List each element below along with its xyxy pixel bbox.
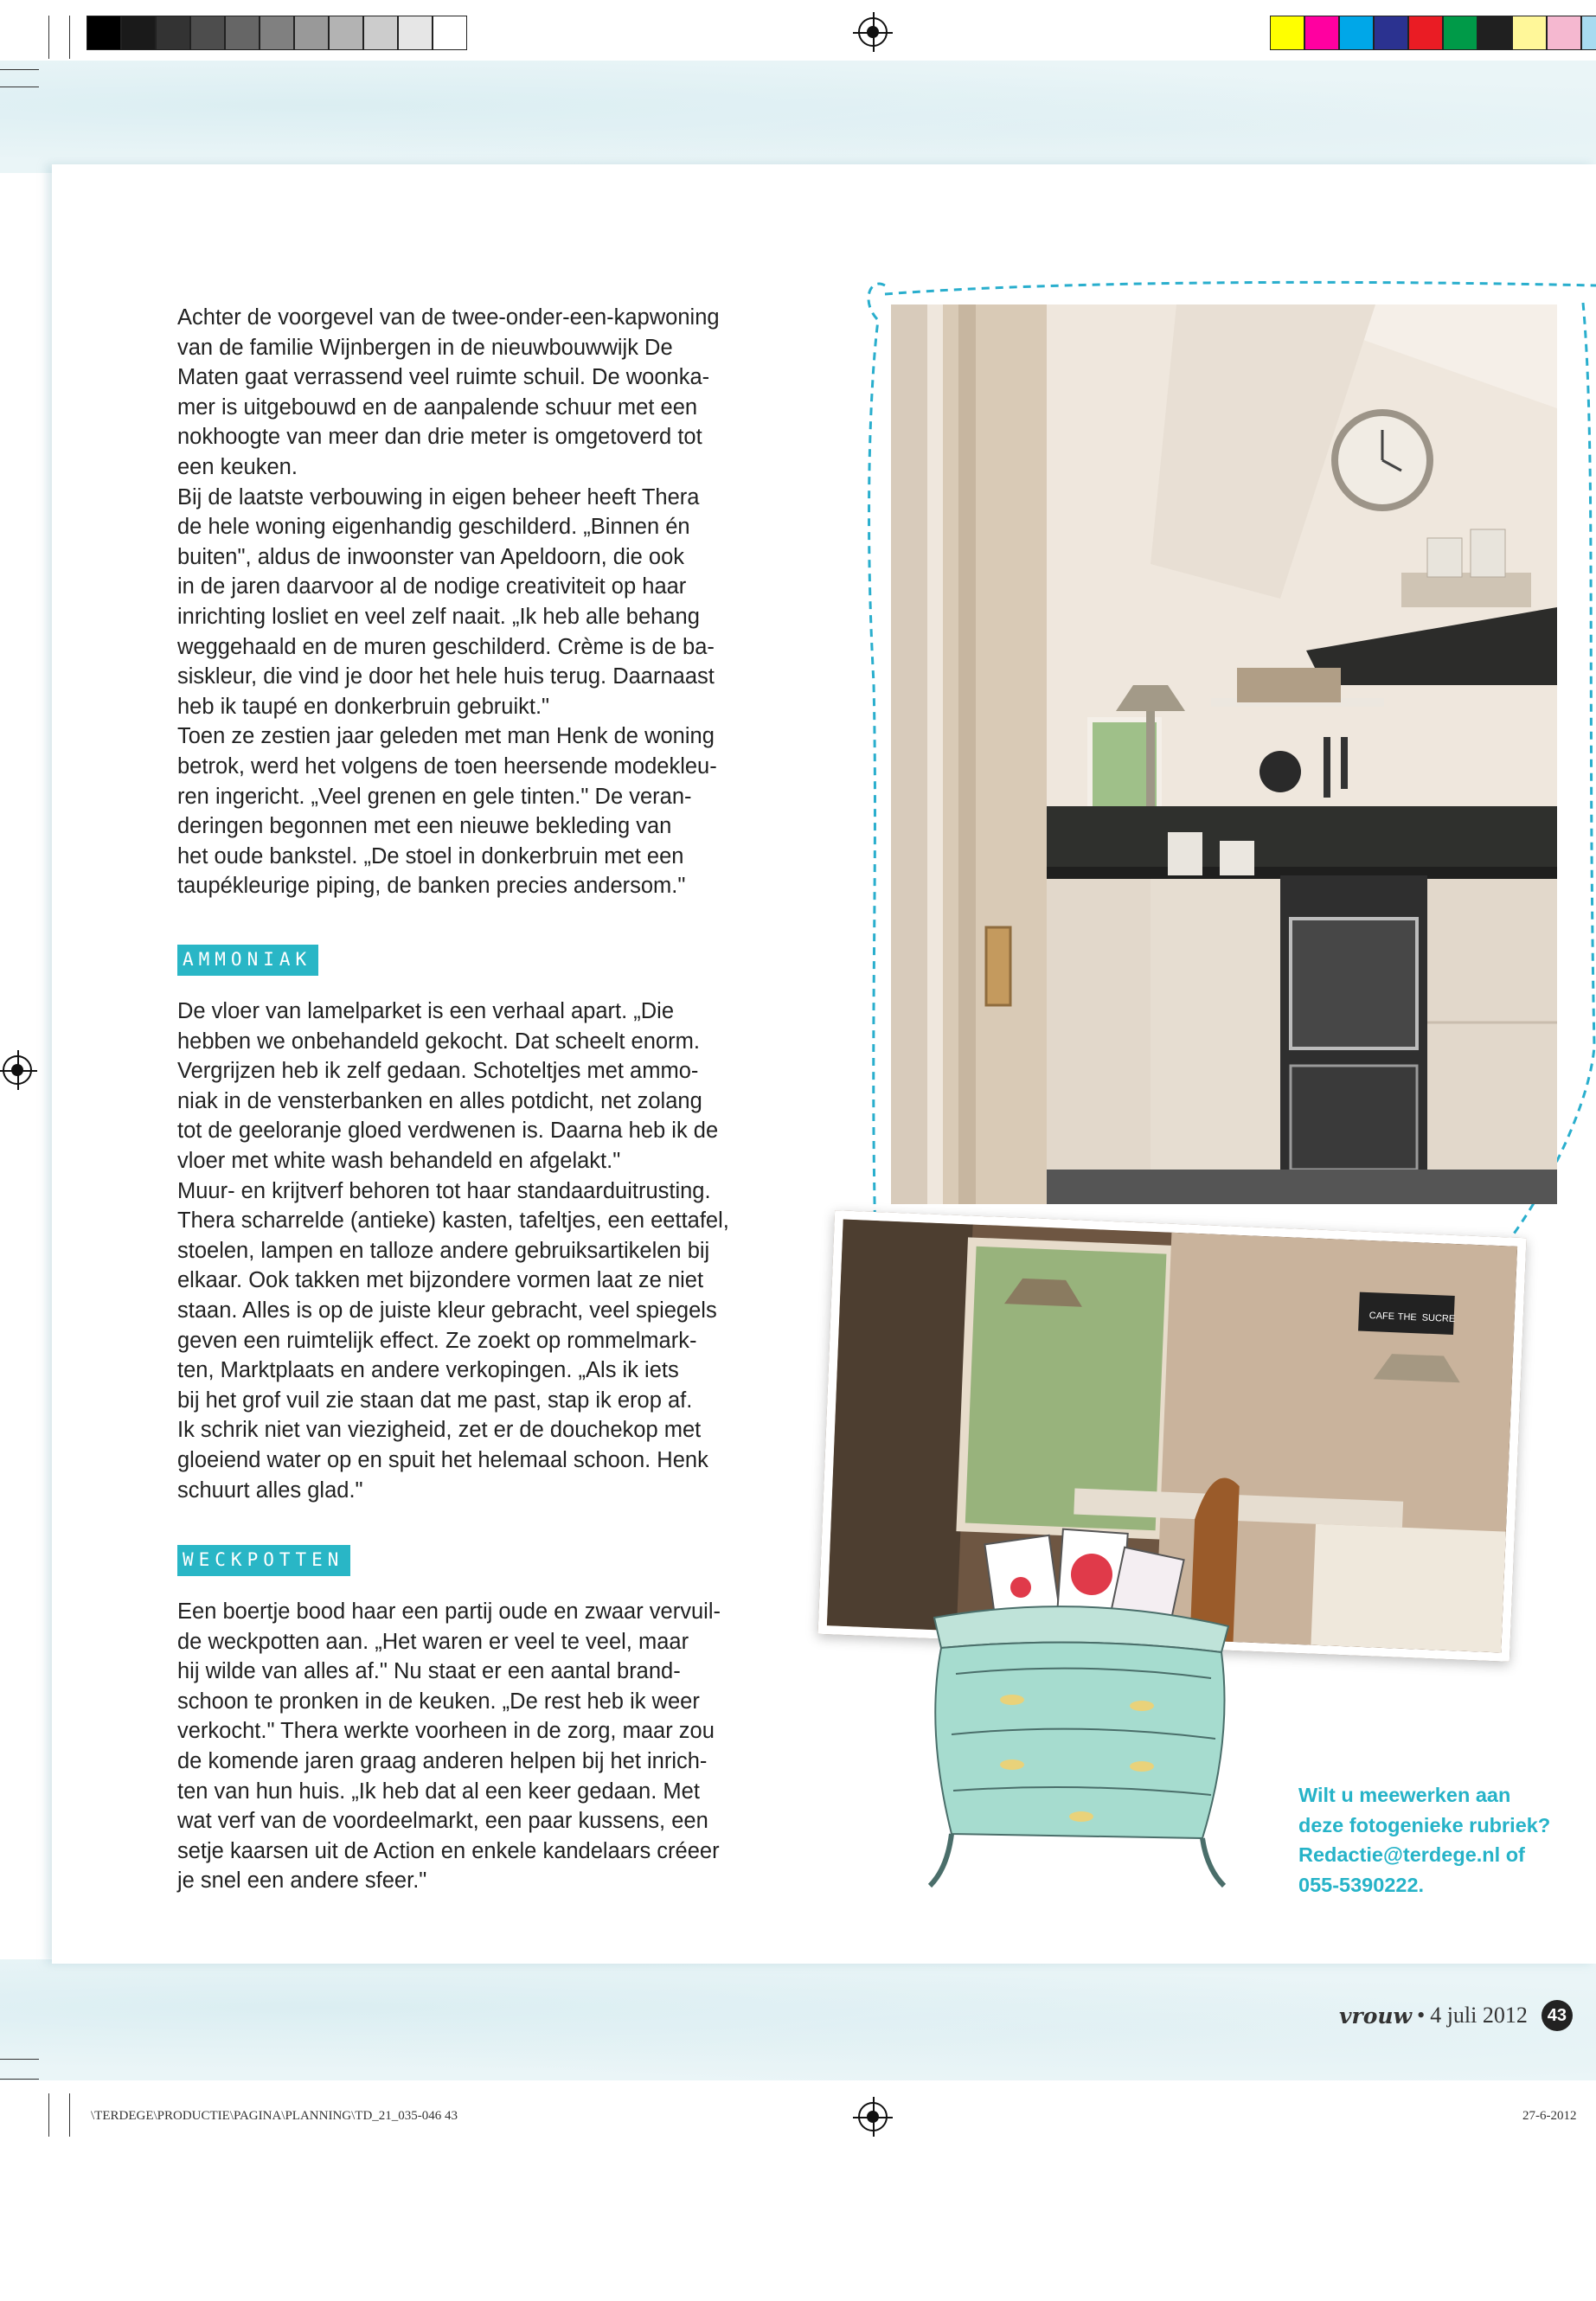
color-swatch [1547, 16, 1581, 50]
dresser-illustration [900, 1505, 1263, 1903]
color-swatch [1443, 16, 1477, 50]
canister-label: THE [1397, 1311, 1417, 1324]
color-swatch [190, 16, 225, 50]
footer-separator: • [1417, 2003, 1426, 2028]
section-ammoniak-paragraph: De vloer van lamelparket is een verhaal apart. „Die hebben we onbehandeld gekocht. Dat scheelt enorm. Vergrijzen heb ik zelf gedaan. Schoteltjes met ammo- niak in de vensterbanken en alles potdicht, net zolang tot de geeloranje gloed verdwenen is. Daarna heb ik de vloer met white wash behandeld en afgelakt." Muur- en krijtverf behoren tot haar standaarduitrusting. Thera scharrelde (antieke) kasten, tafeltjes, een eettafel, stoelen, lampen en talloze andere gebruiksartikelen bij elkaar. Ook takken met bijzondere vormen laat ze niet staan. Alles is op de juiste kleur gebracht, veel spiegels geven een ruimtelijk effect. Ze zoekt op rommelmark- ten, Marktplaats en andere verkopingen. „Als ik iets bij het grof vuil zie staan dat me past, stap ik erop af. Ik schrik niet van viezigheid, zet er de douchekop met gloeiend water op en spuit het helemaal schoon. Henk schuurt alles glad." [177, 999, 729, 1503]
top-background-band [0, 61, 1596, 173]
process-color-bar [1270, 16, 1596, 50]
color-swatch [329, 16, 363, 50]
color-swatch [1408, 16, 1443, 50]
page-footer [1339, 1998, 1573, 2033]
color-swatch [225, 16, 260, 50]
color-swatch [121, 16, 156, 50]
crop-mark [48, 2093, 49, 2137]
color-swatch [260, 16, 294, 50]
color-swatch [1477, 16, 1512, 50]
crop-mark [0, 2079, 39, 2080]
color-swatch [1581, 16, 1596, 50]
crop-mark [0, 2059, 39, 2060]
color-swatch [1304, 16, 1339, 50]
crop-mark [69, 16, 70, 59]
registration-mark-icon [858, 2102, 888, 2131]
registration-mark-icon [3, 1055, 32, 1085]
section-heading-weckpotten: WECKPOTTEN [177, 1545, 350, 1576]
color-swatch [1339, 16, 1374, 50]
page-number-badge: 43 [1542, 2000, 1573, 2031]
section-heading-ammoniak: AMMONIAK [177, 945, 318, 976]
grey-color-bar [87, 16, 467, 50]
color-swatch [1512, 16, 1547, 50]
kitchen-photo [891, 304, 1557, 1204]
color-swatch [363, 16, 398, 50]
color-swatch [398, 16, 433, 50]
crop-mark [48, 16, 49, 59]
contribute-call-to-action: Wilt u meewerken aan deze fotogenieke rubriek? Redactie@terdege.nl of 055-5390222. [1298, 1784, 1551, 1896]
canister-label: SUCRE [1421, 1312, 1456, 1325]
magazine-name: vrouw [1339, 2003, 1413, 2029]
intro-paragraph: Achter de voorgevel van de twee-onder-een-kapwoning van de familie Wijnbergen in de nieuwbouwwijk De Maten gaat verrassend veel ruimte schuil. De woonka- mer is uitgebouwd en de aanpalende schuur met een nokhoogte van meer dan drie meter is omgetoverd tot een keuken. Bij de laatste verbouwing in eigen beheer heeft Thera de hele woning eigenhandig geschilderd. „Binnen én buiten", aldus de inwoonster van Apeldoorn, die ook in de jaren daarvoor al de nodige creativiteit op haar inrichting losliet en veel zelf naait. „Ik heb alle behang weggehaald en de muren geschilderd. Crème is de ba- siskleur, die vind je door het hele huis terug. Daarnaast heb ik taupé en donkerbruin gebruikt." Toen ze zestien jaar geleden met man Henk de woning betrok, werd het volgens de toen heersende modekleu- ren ingericht. „Veel grenen en gele tinten." De veran- deringen begonnen met een nieuwe bekleding van het oude bankstel. „De stoel in donkerbruin met een taupékleurige piping, de banken precies andersom." [177, 305, 720, 899]
production-slug-path: \TERDEGE\PRODUCTIE\PAGINA\PLANNING\TD_21_035-046 43 [91, 2109, 458, 2123]
registration-mark-icon [858, 17, 888, 47]
color-swatch [1270, 16, 1304, 50]
crop-mark [69, 2093, 70, 2137]
color-swatch [294, 16, 329, 50]
color-swatch [87, 16, 121, 50]
issue-date: 4 juli 2012 [1430, 2003, 1528, 2028]
color-swatch [1374, 16, 1408, 50]
color-swatch [433, 16, 467, 50]
section-weckpotten-paragraph: Een boertje bood haar een partij oude en zwaar vervuil- de weckpotten aan. „Het waren er veel te veel, maar hij wilde van alles af." Nu staat er een aantal brand- schoon te pronken in de keuken. „De rest heb ik weer verkocht." Thera werkte voorheen in de zorg, maar zou de komende jaren graag anderen helpen bij het inrich- ten van hun huis. „Ik heb dat al een keer gedaan. Met wat verf van de voordeelmarkt, een paar kussens, een setje kaarsen uit de Action en enkele kandelaars créeer je snel een andere sfeer." [177, 1599, 721, 1894]
crop-mark [0, 69, 39, 70]
canister-label: CAFE [1368, 1311, 1395, 1323]
production-slug-date: 27-6-2012 [1522, 2109, 1577, 2123]
color-swatch [156, 16, 190, 50]
